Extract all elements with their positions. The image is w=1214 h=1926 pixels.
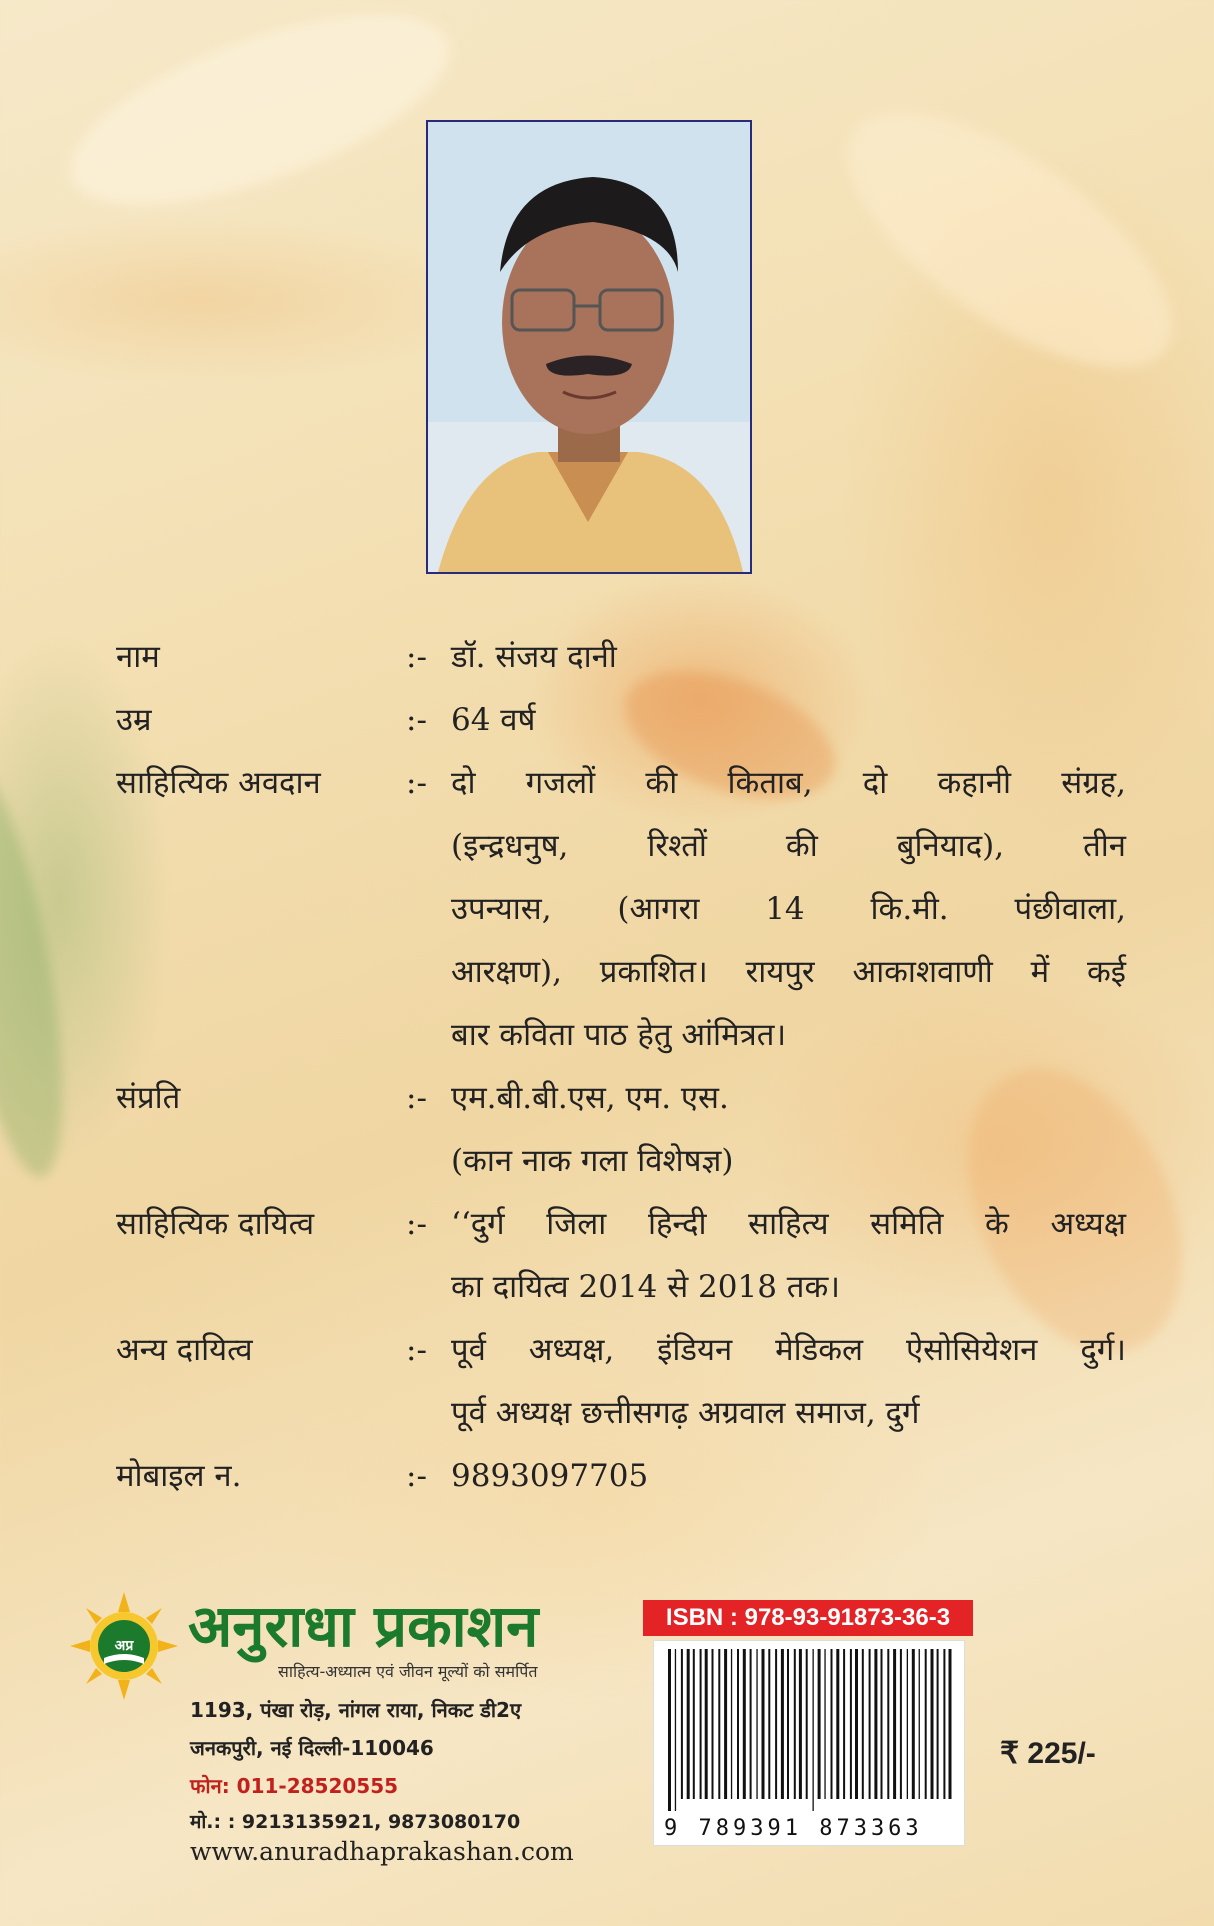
detail-value-line: एम.बी.बी.एस, एम. एस. xyxy=(451,1080,729,1116)
detail-value xyxy=(451,1319,1126,1445)
barcode-bar xyxy=(874,1649,877,1799)
detail-row xyxy=(116,626,1126,689)
detail-value-line: डॉ. संजय दानी xyxy=(451,639,617,675)
publisher-tagline: साहित्य-अध्यात्म एवं जीवन मूल्यों को समर्पित xyxy=(278,1662,538,1681)
detail-value xyxy=(451,752,1126,1067)
detail-row xyxy=(116,1445,1126,1508)
detail-value xyxy=(451,1067,1126,1193)
barcode-bar xyxy=(919,1649,920,1799)
barcode-bar xyxy=(700,1649,702,1799)
barcode-bar xyxy=(925,1649,927,1799)
barcode-bar xyxy=(762,1649,765,1799)
barcode-bar xyxy=(931,1649,934,1799)
barcode-bar xyxy=(881,1649,883,1799)
barcode-bar xyxy=(937,1649,939,1799)
detail-row xyxy=(116,1193,1126,1319)
detail-label: साहित्यिक दायित्व xyxy=(116,1206,315,1242)
detail-value-line: उपन्यास, (आगरा 14 कि.मी. पंछीवाला, xyxy=(451,891,1126,927)
detail-value-line: 64 वर्ष xyxy=(451,702,536,738)
barcode-bar xyxy=(887,1649,889,1799)
barcode-bar xyxy=(831,1649,833,1799)
barcode-bar xyxy=(907,1649,908,1799)
barcode-bar xyxy=(850,1649,852,1799)
barcode-bar xyxy=(862,1649,864,1799)
detail-value-line: पूर्व अध्यक्ष छत्तीसगढ़ अग्रवाल समाज, दुर्ग xyxy=(451,1395,920,1431)
barcode-bar xyxy=(900,1649,902,1799)
detail-value xyxy=(451,689,1126,752)
isbn-label: ISBN : 978-93-91873-36-3 xyxy=(643,1600,973,1636)
author-photo xyxy=(426,120,752,574)
barcode-bar xyxy=(731,1649,732,1799)
isbn-barcode xyxy=(653,1640,965,1846)
barcode-bar xyxy=(787,1649,789,1799)
detail-value-line: का दायित्व 2014 से 2018 तक। xyxy=(451,1269,841,1305)
detail-separator: :- xyxy=(406,639,427,675)
barcode-bars xyxy=(654,1641,964,1811)
background-paint-streak xyxy=(808,65,1211,414)
barcode-bar xyxy=(687,1649,690,1799)
detail-separator: :- xyxy=(406,1332,427,1368)
detail-separator: :- xyxy=(406,765,427,801)
publisher-address-line-2: जनकपुरी, नई दिल्ली-110046 xyxy=(190,1736,434,1760)
author-details xyxy=(116,626,1126,1508)
barcode-bar xyxy=(781,1649,784,1799)
detail-value-line: 9893097705 xyxy=(451,1458,649,1494)
detail-value-line: (कान नाक गला विशेषज्ञ) xyxy=(451,1143,734,1179)
detail-row xyxy=(116,689,1126,752)
background-paint-streak xyxy=(0,755,86,1184)
svg-text:अप्र: अप्र xyxy=(114,1638,134,1654)
detail-value-line: दो गजलों की किताब, दो कहानी संग्रह, xyxy=(451,765,1126,801)
detail-label: संप्रति xyxy=(116,1080,181,1116)
barcode-bar xyxy=(675,1649,676,1811)
barcode-bar xyxy=(824,1649,825,1799)
background-paint-streak xyxy=(48,0,472,244)
sun-book-logo-icon xyxy=(70,1592,178,1700)
barcode-bar xyxy=(855,1649,858,1799)
publisher-address-line-1: 1193, पंखा रोड़, नांगल राया, निकट डी2ए xyxy=(190,1698,522,1722)
barcode-bar xyxy=(818,1649,821,1799)
barcode-bar xyxy=(712,1649,714,1799)
barcode-bar xyxy=(806,1649,808,1799)
detail-value-line: बार कविता पाठ हेतु आंमित्रत। xyxy=(451,1017,787,1053)
barcode-bar xyxy=(799,1649,802,1799)
barcode-bar xyxy=(943,1649,945,1799)
detail-label: साहित्यिक अवदान xyxy=(116,765,321,801)
author-portrait-photo xyxy=(428,122,750,572)
detail-value-line: पूर्व अध्यक्ष, इंडियन मेडिकल ऐसोसियेशन दुर्ग। xyxy=(451,1332,1126,1368)
barcode-bar xyxy=(756,1649,757,1799)
barcode-bar xyxy=(912,1649,915,1799)
detail-separator: :- xyxy=(406,1080,427,1116)
barcode-bar xyxy=(768,1649,770,1799)
barcode-bar xyxy=(743,1649,746,1799)
barcode-bar xyxy=(836,1649,839,1799)
detail-value-line: ‘‘दुर्ग जिला हिन्दी साहित्य समिति के अध्यक्ष xyxy=(451,1206,1126,1242)
publisher-name: अनुराधा प्रकाशन xyxy=(188,1592,539,1660)
detail-label: उम्र xyxy=(116,702,152,738)
barcode-bar xyxy=(813,1649,814,1811)
detail-label: मोबाइल न. xyxy=(116,1458,242,1494)
detail-row xyxy=(116,1319,1126,1445)
barcode-bar xyxy=(724,1649,727,1799)
barcode-bar xyxy=(949,1649,952,1799)
barcode-bar xyxy=(681,1649,683,1799)
barcode-bar xyxy=(869,1649,871,1799)
barcode-bar xyxy=(718,1649,720,1799)
barcode-bar xyxy=(705,1649,708,1799)
barcode-digits: 9 789391 873363 xyxy=(664,1816,923,1841)
detail-label: नाम xyxy=(116,639,160,675)
detail-separator: :- xyxy=(406,1458,427,1494)
detail-value xyxy=(451,1193,1126,1319)
barcode-bar xyxy=(737,1649,739,1799)
detail-value-line: आरक्षण), प्रकाशित। रायपुर आकाशवाणी में कई xyxy=(451,954,1126,990)
barcode-bar xyxy=(893,1649,896,1799)
barcode-bar xyxy=(775,1649,777,1799)
barcode-bar xyxy=(668,1649,671,1811)
detail-separator: :- xyxy=(406,702,427,738)
detail-value-line: (इन्द्रधनुष, रिश्तों की बुनियाद), तीन xyxy=(451,828,1126,864)
price: ₹ 225/- xyxy=(1000,1737,1096,1770)
barcode-bar xyxy=(750,1649,752,1799)
barcode-bar xyxy=(794,1649,796,1799)
publisher-mobile: मो.: : 9213135921, 9873080170 xyxy=(190,1811,521,1833)
publisher-website: www.anuradhaprakashan.com xyxy=(190,1837,574,1866)
detail-row xyxy=(116,752,1126,1067)
detail-value xyxy=(451,1445,1126,1508)
barcode-bar xyxy=(693,1649,695,1799)
detail-label: अन्य दायित्व xyxy=(116,1332,253,1368)
barcode-bar xyxy=(843,1649,845,1799)
publisher-phone: फोन: 011-28520555 xyxy=(190,1774,399,1798)
detail-value xyxy=(451,626,1126,689)
detail-separator: :- xyxy=(406,1206,427,1242)
detail-row xyxy=(116,1067,1126,1193)
